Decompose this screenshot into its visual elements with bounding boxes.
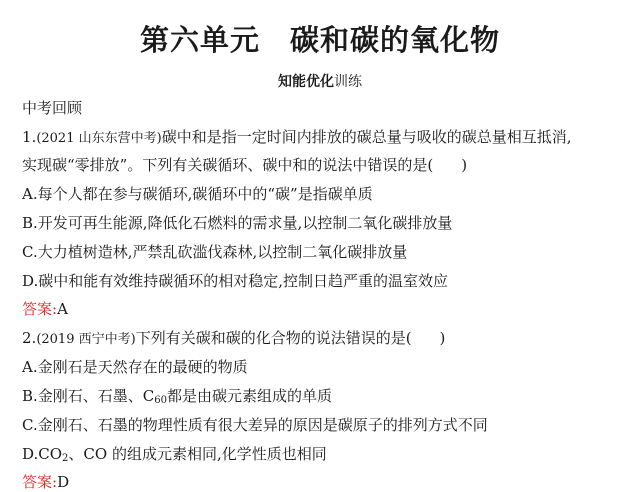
q1-stem-text1: 碳中和是指一定时间内排放的碳总量与吸收的碳总量相互抵消, bbox=[161, 128, 572, 146]
q2-answer-value: D bbox=[57, 473, 70, 491]
q1-answer-label: 答案: bbox=[22, 300, 58, 318]
q1-option-a: A.每个人都在参与碳循环,碳循环中的“碳”是指碳单质 bbox=[22, 185, 373, 203]
q2-option-a: A.金刚石是天然存在的最硬的物质 bbox=[22, 358, 248, 376]
q1-option-d: D.碳中和能有效维持碳循环的相对稳定,控制日趋严重的温室效应 bbox=[22, 272, 449, 290]
q1-stem-line2 bbox=[22, 155, 626, 175]
q2-stem bbox=[22, 328, 626, 350]
q2-option-c: C.金刚石、石墨的物理性质有很大差异的原因是碳原子的排列方式不同 bbox=[22, 416, 488, 434]
subtitle-bold: 知能优化 bbox=[278, 74, 334, 90]
q2-option-b-post: 都是由碳元素组成的单质 bbox=[167, 387, 333, 405]
q2-option-b-sub: 60 bbox=[154, 395, 168, 406]
q1-option-b: B.开发可再生能源,降低化石燃料的需求量,以控制二氧化碳排放量 bbox=[22, 214, 453, 232]
page-subtitle bbox=[0, 71, 640, 91]
q2-stem-text: 下列有关碳和碳的化合物的说法错误的是( bbox=[135, 329, 412, 347]
page-title: 第六单元 碳和碳的氧化物 bbox=[139, 23, 500, 57]
q2-option-d-sub: 2 bbox=[62, 453, 69, 464]
subtitle-rest: 训练 bbox=[334, 74, 362, 90]
q2-number: 2. bbox=[22, 329, 37, 347]
q1-answer bbox=[22, 299, 626, 319]
q1-source: (2021 山东东营中考) bbox=[36, 131, 162, 146]
q1-stem-line1 bbox=[22, 127, 626, 149]
q2-answer bbox=[22, 472, 626, 492]
q2-answer-label: 答案: bbox=[22, 473, 58, 491]
q1-number: 1. bbox=[22, 128, 37, 146]
q1-stem-text2: 实现碳“零排放”。下列有关碳循环、碳中和的说法中错误的是( bbox=[22, 156, 434, 174]
q2-source: (2019 西宁中考) bbox=[36, 332, 136, 347]
q2-option-b bbox=[22, 386, 626, 411]
section-label: 中考回顾 bbox=[22, 99, 83, 117]
q1-option-c: C.大力植树造林,严禁乱砍滥伐森林,以控制二氧化碳排放量 bbox=[22, 243, 408, 261]
q2-option-b-pre: B.金刚石、石墨、C bbox=[22, 387, 155, 405]
q2-option-d bbox=[22, 444, 626, 469]
q2-option-d-pre: D.CO bbox=[22, 445, 63, 463]
q1-stem-close: ) bbox=[461, 156, 468, 174]
q2-stem-close: ) bbox=[439, 329, 446, 347]
q1-answer-value: A bbox=[57, 300, 68, 318]
q2-option-d-post: 、CO 的组成元素相同,化学性质也相同 bbox=[68, 445, 327, 463]
